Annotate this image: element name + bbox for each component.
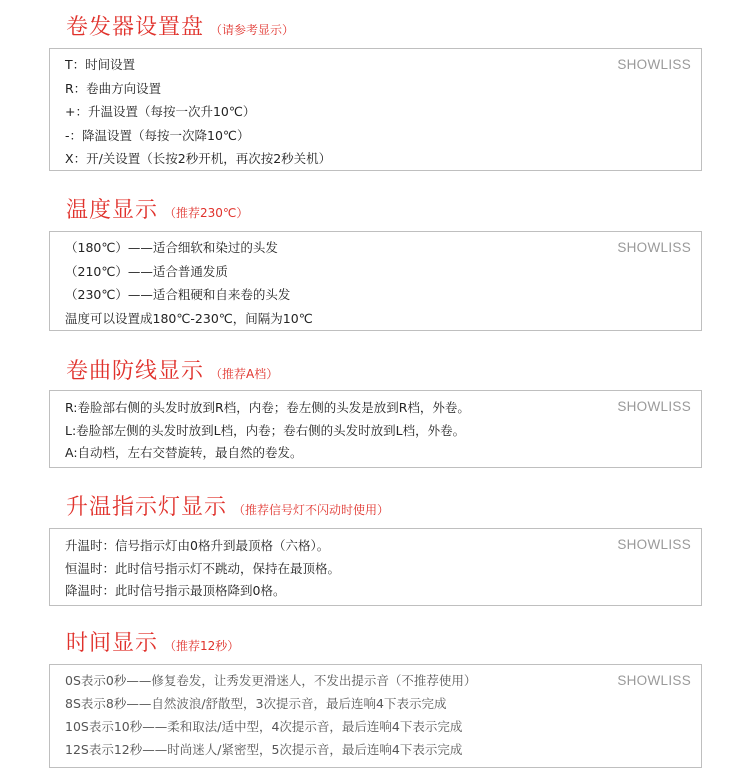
- time-box: [49, 664, 702, 768]
- list-item: +：升温设置（每按一次升10℃）: [65, 104, 256, 119]
- section-heading: 升温指示灯显示: [66, 495, 228, 520]
- list-item: 0S表示0秒——修复卷发，让秀发更滑迷人，不发出提示音（不推荐使用）: [65, 673, 477, 688]
- list-item: R:卷脸部右侧的头发时放到R档，内卷；卷左侧的头发是放到R档，外卷。: [65, 400, 470, 415]
- settings-panel-lines: [65, 57, 581, 167]
- list-item: 升温时：信号指示灯由0格升到最顶格（六格）。: [65, 538, 330, 553]
- temperature-lines: [65, 240, 581, 327]
- heating-indicator-box: [49, 528, 702, 606]
- section-note: （推荐A档）: [210, 367, 279, 381]
- time-lines: [65, 673, 581, 758]
- curl-direction-box: [49, 390, 702, 468]
- heating-indicator-lines: [65, 538, 581, 599]
- list-item: 8S表示8秒——自然波浪/舒散型，3次提示音，最后连响4下表示完成: [65, 696, 447, 711]
- settings-panel-box: [49, 48, 702, 171]
- brand-watermark: SHOWLISS: [617, 673, 691, 688]
- section-title-time: [66, 633, 239, 655]
- section-note: （推荐230℃）: [164, 206, 249, 220]
- list-item: 12S表示12秒——时尚迷人/紧密型，5次提示音，最后连响4下表示完成: [65, 742, 463, 757]
- section-title-heating-indicator: [66, 497, 389, 519]
- list-item: （210℃）——适合普通发质: [65, 263, 228, 279]
- section-note: （推荐信号灯不闪动时使用）: [233, 503, 390, 517]
- brand-watermark: SHOWLISS: [617, 240, 691, 255]
- temperature-box: [49, 231, 702, 331]
- list-item: L:卷脸部左侧的头发时放到L档，内卷；卷右侧的头发时放到L档，外卷。: [65, 422, 466, 438]
- list-item: A:自动档，左右交替旋转，最自然的卷发。: [65, 445, 303, 460]
- list-item: T：时间设置: [65, 57, 136, 72]
- section-title-curl-direction: [66, 361, 278, 383]
- section-title-settings-panel: [66, 17, 294, 39]
- list-item: （180℃）——适合细软和染过的头发: [65, 240, 278, 255]
- brand-watermark: SHOWLISS: [617, 399, 691, 414]
- list-item: 降温时：此时信号指示最顶格降到0格。: [65, 583, 286, 598]
- list-item: 恒温时：此时信号指示灯不跳动，保持在最顶格。: [65, 560, 341, 576]
- section-heading: 时间显示: [66, 631, 159, 656]
- list-item: 10S表示10秒——柔和取法/适中型，4次提示音，最后连响4下表示完成: [65, 719, 463, 734]
- list-item: -：降温设置（每按一次降10℃）: [65, 127, 250, 143]
- brand-watermark: SHOWLISS: [617, 537, 691, 552]
- section-heading: 卷曲防线显示: [66, 359, 205, 384]
- list-item: X：开/关设置（长按2秒开机，再次按2秒关机）: [65, 151, 332, 166]
- section-note: （请参考显示）: [210, 23, 295, 37]
- section-heading: 温度显示: [66, 198, 159, 223]
- curl-direction-lines: [65, 400, 581, 461]
- list-item: （230℃）——适合粗硬和自来卷的头发: [65, 287, 291, 302]
- section-heading: 卷发器设置盘: [66, 15, 205, 40]
- section-note: （推荐12秒）: [164, 639, 240, 653]
- list-item: 温度可以设置成180℃-230℃，间隔为10℃: [65, 310, 313, 326]
- section-title-temperature: [66, 200, 248, 222]
- list-item: R：卷曲方向设置: [65, 80, 162, 96]
- brand-watermark: SHOWLISS: [617, 57, 691, 72]
